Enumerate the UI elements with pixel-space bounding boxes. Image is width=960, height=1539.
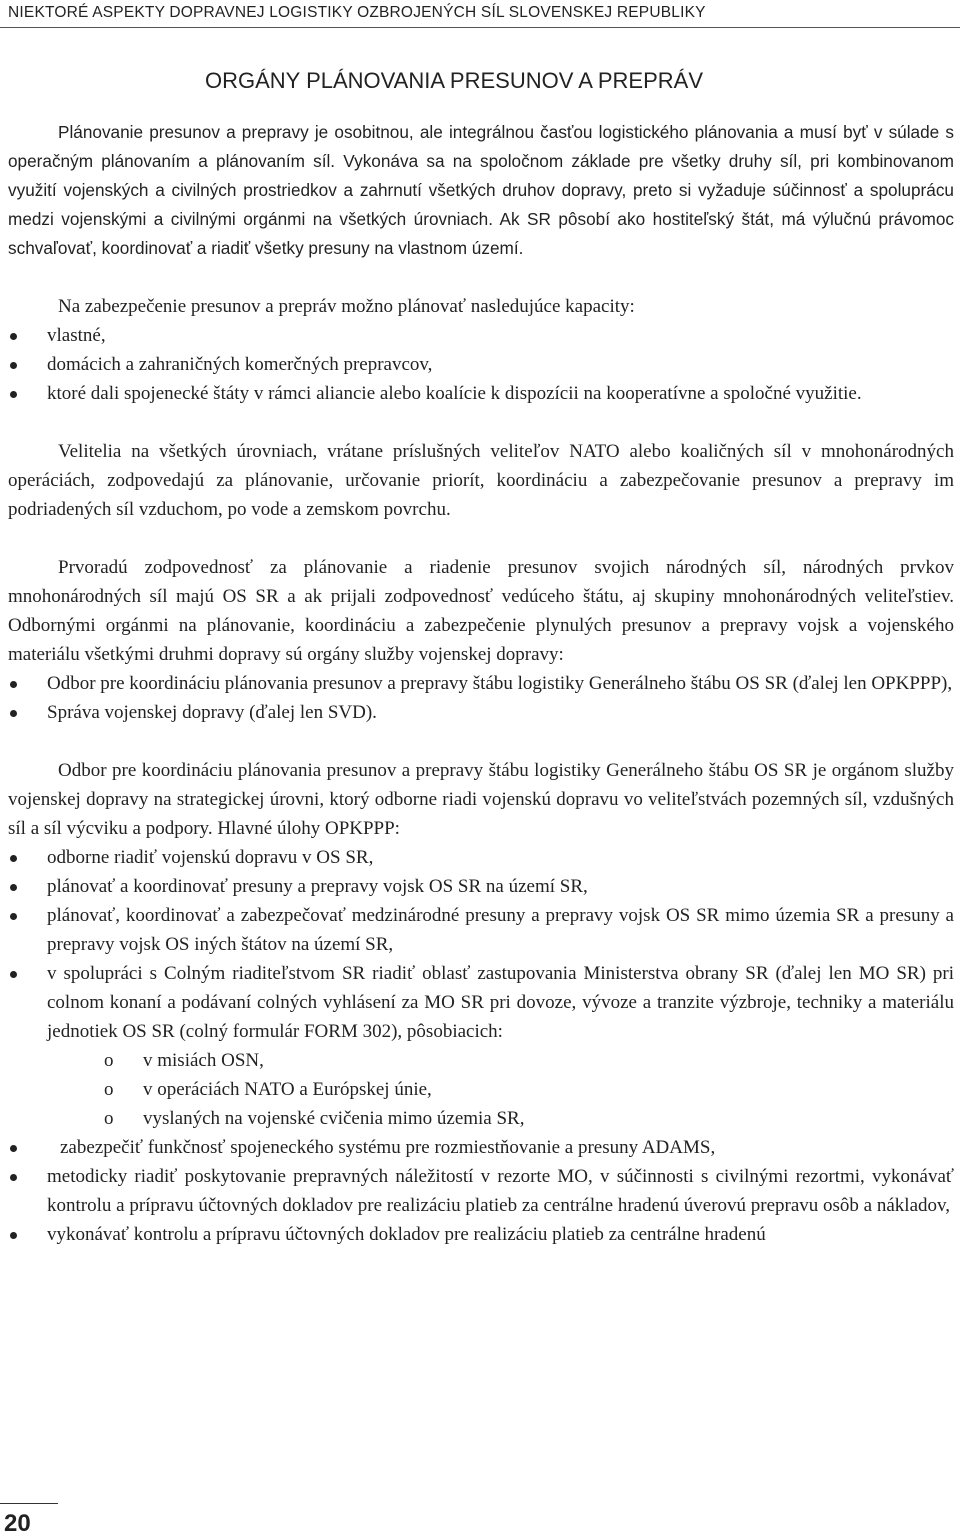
page-number: 20 (4, 1510, 31, 1537)
sublist-item (8, 1104, 954, 1133)
sublist-text: v operáciách NATO a Európskej únie, (143, 1079, 432, 1100)
paragraph-intro-part3: Ak SR pôsobí ako hostiteľský štát, má výlučnú právomoc schvaľovať, koordinovať a riadiť všetky presuny na vlastnom území. (8, 209, 954, 258)
tasks-list (8, 843, 954, 1046)
paragraph-capacities: Na zabezpečenie presunov a prepráv možno plánovať nasledujúce kapacity: (58, 296, 635, 317)
list-item: plánovať a koordinovať presuny a prepravy vojsk OS SR na území SR, (8, 872, 954, 901)
running-header-title: NIEKTORÉ ASPEKTY DOPRAVNEJ LOGISTIKY OZBROJENÝCH SÍL SLOVENSKEJ REPUBLIKY (8, 4, 706, 21)
list-item: zabezpečiť funkčnosť spojeneckého systému pre rozmiestňovanie a presuny ADAMS, (8, 1133, 954, 1162)
list-item: plánovať, koordinovať a zabezpečovať medzinárodné presuny a prepravy vojsk OS SR mimo územia SR a presuny a prepravy vojsk OS iných štátov na území SR, (8, 901, 954, 959)
sublist-marker: o (104, 1108, 114, 1129)
list-item: metodicky riadiť poskytovanie prepravných náležitostí v rezorte MO, v súčinnosti s civilnými rezortmi, vykonávať kontrolu a prípravu účtovných dokladov pre realizáciu platieb za centrálne hradenú úverovú prepravu osôb a nákladov, (8, 1162, 954, 1220)
organs-list (8, 669, 954, 727)
paragraph-commanders: Velitelia na všetkých úrovniach, vrátane príslušných veliteľov NATO alebo koaličných síl v mnohonárodných operáciách, zodpovedajú za plánovanie, určovanie priorít, koordináciu a zabezpečovanie presunov a prepravy im podriadených síl vzduchom, po vode a zemskom povrchu. (8, 441, 954, 520)
sublist-item (8, 1075, 954, 1104)
sublist-text: vyslaných na vojenské cvičenia mimo územia SR, (143, 1108, 525, 1129)
tasks-list-continued (8, 1133, 954, 1249)
capacities-list (8, 321, 954, 408)
sublist-marker: o (104, 1079, 114, 1100)
list-item: v spolupráci s Colným riaditeľstvom SR riadiť oblasť zastupovania Ministerstva obrany SR (ďalej len MO SR) pri colnom konaní a podávaní colných vyhlásení za MO SR pri dovoze, vývoze a tranzite výzbroje, techniky a materiálu jednotiek OS SR (colný formulár FORM 302), pôsobiacich: (8, 959, 954, 1046)
list-item: ktoré dali spojenecké štáty v rámci aliancie alebo koalície k dispozícii na kooperatívne a spoločné využitie. (8, 379, 954, 408)
list-item: odborne riadiť vojenskú dopravu v OS SR, (8, 843, 954, 872)
customs-sublist (8, 1046, 954, 1133)
paragraph-intro-part2: Vykonáva sa na spoločnom základe pre všetky druhy síl, pri kombinovanom využití vojenských a civilných prostriedkov a zahrnutí všetkých druhov dopravy, preto si vyžaduje súčinnosť a spoluprácu medzi vojenskými a civilnými orgánmi na všetkých úrovniach. (8, 151, 954, 229)
sublist-item (8, 1046, 954, 1075)
section-title: ORGÁNY PLÁNOVANIA PRESUNOV A PREPRÁV (205, 68, 704, 93)
paragraph-opkppp: Odbor pre koordináciu plánovania presunov a prepravy štábu logistiky Generálneho štábu OS SR je orgánom služby vojenskej dopravy na strategickej úrovni, ktorý odborne riadi vojenskú dopravu vo veliteľstvách pozemných síl, vzdušných síl a síl výcviku a podpory. Hlavné úlohy OPKPPP: (8, 760, 954, 839)
paragraph-responsibility: Prvoradú zodpovednosť za plánovanie a riadenie presunov svojich národných síl, národných prvkov mnohonárodných síl majú OS SR a ak prijali zodpovednosť vedúceho štátu, aj skupiny mnohonárodných veliteľstiev. Odbornými orgánmi na plánovanie, koordináciu a zabezpečenie plynulých presunov a prepravy vojsk a vojenského materiálu všetkými druhmi dopravy sú orgány služby vojenskej dopravy: (8, 557, 954, 665)
list-item: vykonávať kontrolu a prípravu účtovných dokladov pre realizáciu platieb za centrálne hradenú (8, 1220, 954, 1249)
list-item: domácich a zahraničných komerčných prepravcov, (8, 350, 954, 379)
sublist-text: v misiách OSN, (143, 1050, 264, 1071)
sublist-marker: o (104, 1050, 114, 1071)
list-item: Správa vojenskej dopravy (ďalej len SVD). (8, 698, 954, 727)
paragraph-intro-part1: Plánovanie presunov a prepravy je osobitnou, ale integrálnou časťou logistického plánovania a musí byť v súlade s operačným plánovaním a plánovaním síl. (8, 122, 954, 171)
document-body (8, 118, 954, 1249)
footer-rule (0, 1503, 58, 1504)
list-item: Odbor pre koordináciu plánovania presunov a prepravy štábu logistiky Generálneho štábu OS SR (ďalej len OPKPPP), (8, 669, 954, 698)
paragraph-intro (8, 118, 954, 263)
running-header (0, 0, 960, 28)
list-item: vlastné, (8, 321, 954, 350)
